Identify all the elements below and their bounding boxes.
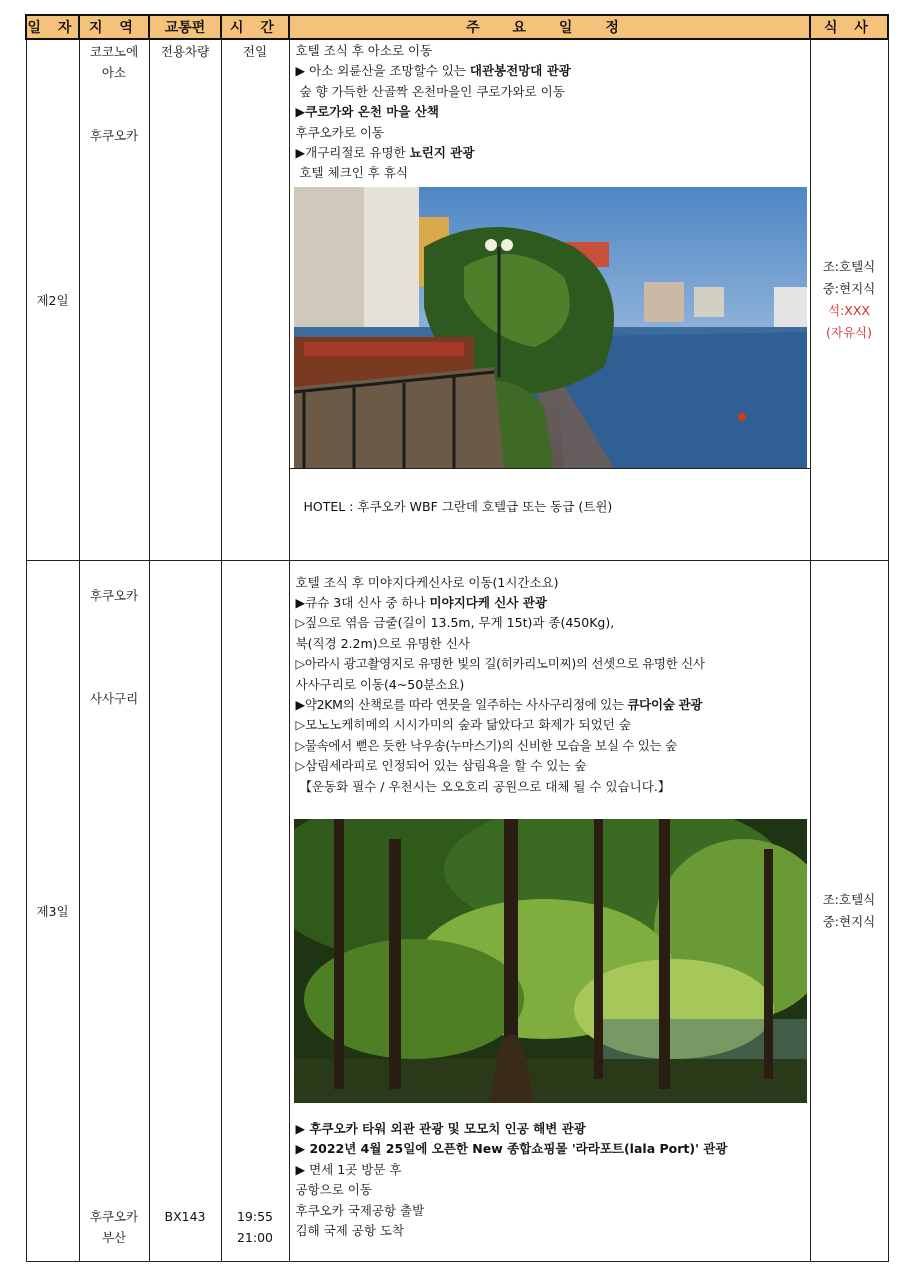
day3-region-sasaguri: 사사구리 [89,690,139,706]
day3-region-fukuoka-dep: 후쿠오카 [89,1208,139,1224]
day3-region-fukuoka: 후쿠오카 [89,587,139,603]
day3-region-busan: 부산 [101,1229,127,1245]
meal-note: (자유식) [826,324,872,340]
schedule-line: ▷짚으로 엮음 금줄(길이 13.5m, 무게 15t)과 종(450Kg), [295,615,615,631]
meal-breakfast: 조:호텔식 [822,891,876,907]
schedule-line: 【운동화 필수 / 우천시는 오오호리 공원으로 대체 될 수 있습니다.】 [295,778,671,794]
forest-photo [294,819,807,1103]
header-transport: 교통편 [149,15,221,39]
day3-schedule [289,560,810,1261]
hotel-text: HOTEL : 후쿠오카 WBF 그란데 호텔급 또는 동급 (트윈) [303,498,613,514]
day3-transport [149,560,221,1261]
day2-label: 제2일 [26,39,79,560]
day3-time [221,560,289,1261]
header-row [26,15,888,39]
day2-row [26,39,888,560]
header-time: 시 간 [221,15,289,39]
schedule-line: ▶약2KM의 산책로를 따라 연못을 일주하는 사사구리정에 있는 큐다이숲 관광 [295,696,703,712]
day2-transport: 전용차량 [149,39,221,560]
schedule-line: 북(직경 2.2m)으로 유명한 신사 [295,635,470,651]
schedule-line: ▷아라시 광고촬영지로 유명한 빛의 길(히카리노미찌)의 선셋으로 유명한 신사 [295,656,705,672]
meal-breakfast: 조:호텔식 [822,258,876,274]
schedule-line: ▷물속에서 뻗은 듯한 낙우송(누마스기)의 신비한 모습을 보실 수 있는 숲 [295,737,677,753]
day2-region-fukuoka: 후쿠오카 [89,128,139,143]
flight-number: BX143 [164,1208,206,1224]
day2-time: 전일 [221,39,289,560]
departure-time: 19:55 [236,1208,274,1224]
header-schedule: 주 요 일 정 [289,15,810,39]
header-meal: 식 사 [810,15,888,39]
schedule-line: 공항으로 이동 [295,1182,372,1198]
header-day: 일 자 [26,15,79,39]
schedule-line: ▶쿠로가와 온천 마을 산책 [295,104,439,120]
schedule-line: ▶큐슈 3대 신사 중 하나 미야지다케 신사 관광 [295,594,547,610]
schedule-line: ▷삼림세라피로 인정되어 있는 삼림욕을 할 수 있는 숲 [295,758,587,774]
schedule-line: ▶ 후쿠오카 타워 외관 관광 및 모모치 인공 해변 관광 [295,1120,586,1136]
schedule-line: 후쿠오카로 이동 [295,124,384,140]
day2-region-kokonoe: 코코노에 [89,44,139,59]
day3-meal [810,560,888,1261]
schedule-line: 호텔 조식 후 아소로 이동 [295,43,433,58]
schedule-line: ▷모노노케히메의 시시가미의 숲과 닮았다고 화제가 되었던 숲 [295,717,631,733]
schedule-line: ▶ 2022년 4월 25일에 오픈한 New 종합쇼핑몰 '라라포트(lala Port)' 관광 [295,1141,728,1157]
header-region: 지 역 [79,15,149,39]
fukuoka-riverside-photo [294,187,807,468]
arrival-time: 21:00 [236,1229,274,1245]
day3-label: 제3일 [26,560,79,1261]
day2-hotel [290,468,810,559]
schedule-line: ▶ 면세 1곳 방문 후 [295,1161,402,1177]
day2-region [79,39,149,560]
schedule-line: 사사구리로 이동(4~50분소요) [295,676,465,692]
meal-lunch: 중:현지식 [822,280,876,296]
schedule-line: 숲 향 가득한 산골짝 온천마을인 쿠로가와로 이동 [295,83,565,99]
schedule-line: 김해 국제 공항 도착 [295,1223,405,1238]
meal-dinner: 석:XXX [828,302,870,318]
schedule-line: 호텔 조식 후 미야지다케신사로 이동(1시간소요) [295,574,559,590]
day3-region [79,560,149,1261]
day2-region-aso: 아소 [101,65,127,80]
schedule-line: ▶개구리절로 유명한 뇨린지 관광 [295,145,475,161]
meal-lunch: 중:현지식 [822,913,876,929]
schedule-line: ▶ 아소 외륜산을 조망할수 있는 대관봉전망대 관광 [295,63,571,79]
schedule-line: 호텔 체크인 후 휴식 [295,165,408,181]
day3-row [26,560,888,1261]
itinerary-table [25,14,889,1262]
schedule-line: 후쿠오카 국제공항 출발 [295,1202,425,1218]
day2-schedule [289,39,810,560]
day2-meal [810,39,888,560]
